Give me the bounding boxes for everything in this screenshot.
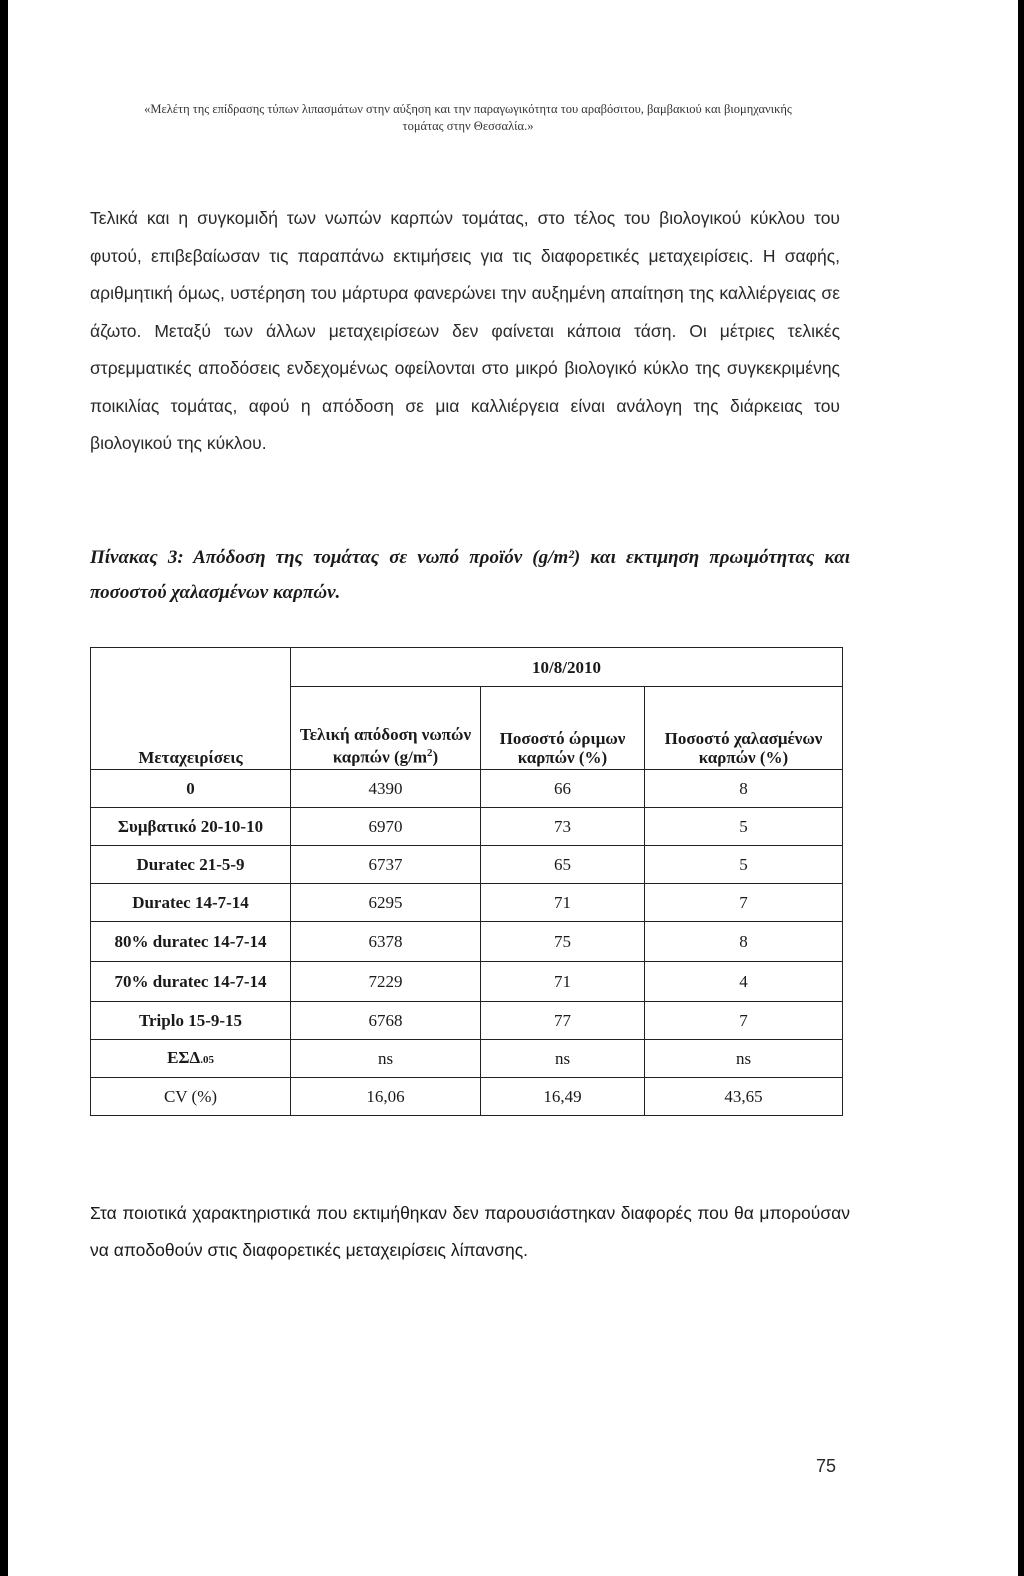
cv-yield: 16,06	[291, 1078, 481, 1116]
row-treatment: 70% duratec 14-7-14	[91, 962, 291, 1002]
document-page	[8, 0, 1018, 1576]
running-header	[83, 101, 853, 135]
row-ripe: 65	[481, 846, 645, 884]
table-row	[91, 962, 843, 1002]
row-treatment: Triplo 15-9-15	[91, 1002, 291, 1040]
esd-ripe: ns	[481, 1040, 645, 1078]
header-ripe: Ποσοστό ώριμων καρπών (%)	[481, 687, 645, 770]
row-spoiled: 5	[645, 808, 843, 846]
row-ripe: 75	[481, 922, 645, 962]
body-paragraph-1: Τελικά και η συγκομιδή των νωπών καρπών τομάτας, στο τέλος του βιολογικού κύκλου του φυτού, επιβεβαίωσαν τις παραπάνω εκτιμήσεις για τις διαφορετικές μεταχειρίσεις. Η σαφής, αριθμητική όμως, υστέρηση του μάρτυρα φανερώνει την αυξημένη απαίτηση της καλλιέργειας σε άζωτο. Μεταξύ των άλλων μεταχειρίσεων δεν φαίνεται κάποια τάση. Οι μέτριες τελικές στρεμματικές αποδόσεις ενδεχομένως οφείλονται στο μικρό βιολογικό κύκλο της συγκεκριμένης ποικιλίας τομάτας, αφού η απόδοση σε μια καλλιέργεια είναι ανάλογη της διάρκειας του βιολογικού της κύκλου.	[90, 208, 840, 453]
header-yield-close: )	[432, 748, 439, 767]
row-ripe: 71	[481, 884, 645, 922]
row-yield: 7229	[291, 962, 481, 1002]
table-row	[91, 884, 843, 922]
row-yield: 6295	[291, 884, 481, 922]
row-spoiled: 8	[645, 922, 843, 962]
header-treatment: Μεταχειρίσεις	[91, 648, 291, 770]
row-spoiled: 7	[645, 884, 843, 922]
header-date: 10/8/2010	[291, 648, 843, 687]
table-row	[91, 1002, 843, 1040]
header-yield	[291, 687, 481, 770]
row-ripe: 73	[481, 808, 645, 846]
row-spoiled: 7	[645, 1002, 843, 1040]
esd-label-subscript: .05	[200, 1053, 214, 1066]
row-treatment: 0	[91, 770, 291, 808]
row-yield: 6768	[291, 1002, 481, 1040]
table-row	[91, 770, 843, 808]
header-spoiled: Ποσοστό χαλασμένων καρπών (%)	[645, 687, 843, 770]
row-yield: 6378	[291, 922, 481, 962]
results-table	[90, 647, 843, 1116]
row-treatment: Duratec 14-7-14	[91, 884, 291, 922]
cv-label: CV (%)	[91, 1078, 291, 1116]
header-yield-text: Τελική απόδοση νωπών καρπών (g/m	[299, 725, 472, 767]
row-treatment: Συμβατικό 20-10-10	[91, 808, 291, 846]
row-yield: 6737	[291, 846, 481, 884]
table-row	[91, 922, 843, 962]
table-date-row	[91, 648, 843, 687]
table-row	[91, 808, 843, 846]
table-row-cv	[91, 1078, 843, 1116]
row-treatment: Duratec 21-5-9	[91, 846, 291, 884]
table-row-esd	[91, 1040, 843, 1078]
row-ripe: 77	[481, 1002, 645, 1040]
row-yield: 4390	[291, 770, 481, 808]
row-spoiled: 5	[645, 846, 843, 884]
header-line-2: τομάτας στην Θεσσαλία.»	[402, 119, 534, 133]
row-ripe: 71	[481, 962, 645, 1002]
body-paragraph-2: Στα ποιοτικά χαρακτηριστικά που εκτιμήθηκαν δεν παρουσιάστηκαν διαφορές που θα μπορούσαν να αποδοθούν στις διαφορετικές μεταχειρίσεις λίπανσης.	[90, 1203, 850, 1260]
page-number: 75	[816, 1456, 837, 1476]
esd-label	[91, 1040, 291, 1078]
cv-spoiled: 43,65	[645, 1078, 843, 1116]
row-treatment: 80% duratec 14-7-14	[91, 922, 291, 962]
row-spoiled: 8	[645, 770, 843, 808]
row-ripe: 66	[481, 770, 645, 808]
row-spoiled: 4	[645, 962, 843, 1002]
esd-spoiled: ns	[645, 1040, 843, 1078]
esd-yield: ns	[291, 1040, 481, 1078]
table-row	[91, 846, 843, 884]
header-yield-superscript: 2	[427, 747, 433, 760]
header-line-1: «Μελέτη της επίδρασης τύπων λιπασμάτων στην αύξηση και την παραγωγικότητα του αραβόσιτου, βαμβακιού και βιομηχανικής	[144, 102, 792, 116]
row-yield: 6970	[291, 808, 481, 846]
esd-label-text: ΕΣΔ	[167, 1047, 201, 1067]
cv-ripe: 16,49	[481, 1078, 645, 1116]
table-caption: Πίνακας 3: Απόδοση της τομάτας σε νωπό προϊόν (g/m²) και εκτιμηση πρωιμότητας και ποσοστού χαλασμένων καρπών.	[90, 547, 850, 603]
